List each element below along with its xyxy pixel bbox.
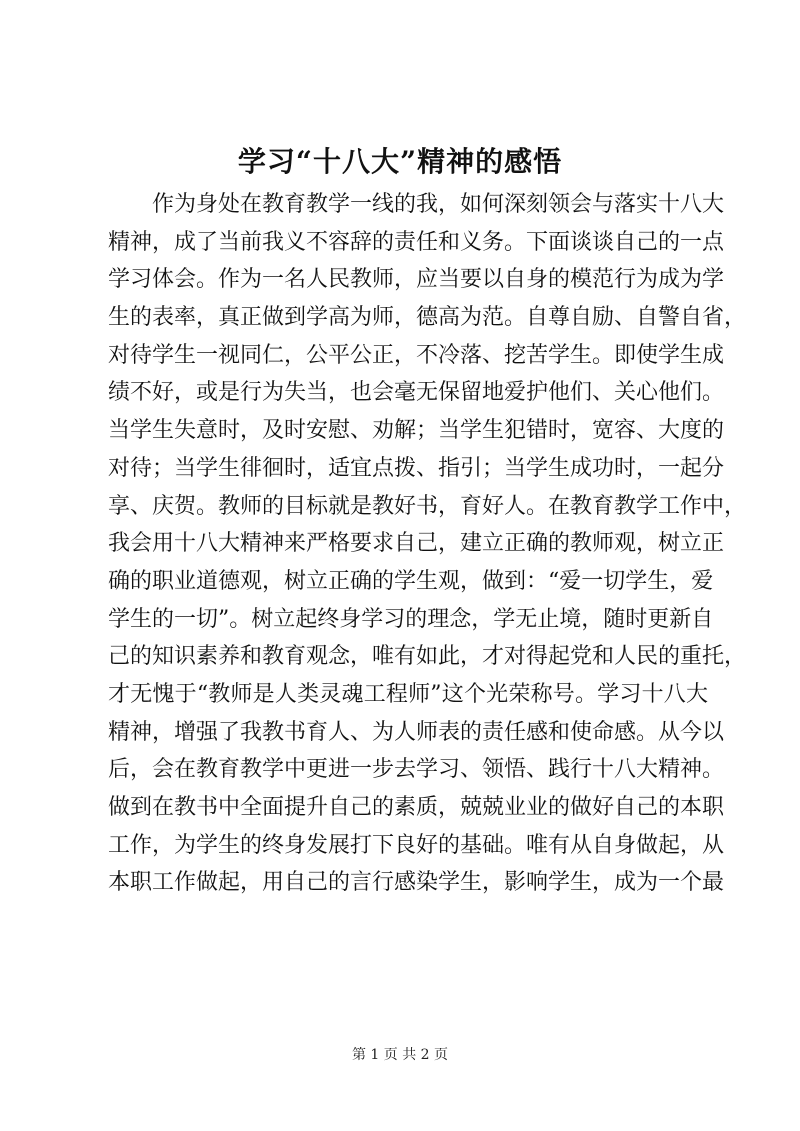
page-number-footer: 第 1 页 共 2 页: [351, 1047, 449, 1063]
body-line: 对待；当学生徘徊时，适宜点拨、指引；当学生成功时，一起分: [108, 455, 725, 481]
body-line: 学生的一切”。树立起终身学习的理念，学无止境，随时更新自: [108, 606, 714, 632]
body-line: 当学生失意时，及时安慰、劝解；当学生犯错时，宽容、大度的: [108, 418, 725, 444]
body-line: 工作，为学生的终身发展打下良好的基础。唯有从自身做起，从: [108, 832, 725, 858]
body-line: 精神，成了当前我义不容辞的责任和义务。下面谈谈自己的一点: [108, 229, 725, 255]
body-line: 做到在教书中全面提升自己的素质，兢兢业业的做好自己的本职: [108, 795, 725, 820]
body-line: 精神，增强了我教书育人、为人师表的责任感和使命感。从今以: [108, 719, 725, 745]
document-title: 学习“十八大”精神的感悟: [237, 145, 563, 178]
body-line: 对待学生一视同仁，公平公正，不冷落、挖苦学生。即使学生成: [108, 342, 725, 368]
body-line: 作为身处在教育教学一线的我，如何深刻领会与落实十八大: [152, 192, 725, 217]
body-line: 确的职业道德观，树立正确的学生观，做到：“爱一切学生，爱: [108, 568, 714, 594]
body-line: 才无愧于“教师是人类灵魂工程师”这个光荣称号。学习十八大: [108, 681, 708, 707]
body-line: 绩不好，或是行为失当，也会毫无保留地爱护他们、关心他们。: [108, 380, 725, 406]
body-line: 我会用十八大精神来严格要求自己，建立正确的教师观，树立正: [108, 531, 725, 557]
body-line: 生的表率，真正做到学高为师，德高为范。自尊自励、自警自省，: [108, 305, 747, 331]
body-line: 学习体会。作为一名人民教师，应当要以自身的模范行为成为学: [108, 267, 725, 293]
document-body: [108, 186, 747, 902]
body-line: 己的知识素养和教育观念，唯有如此，才对得起党和人民的重托，: [108, 644, 747, 670]
body-line: 后，会在教育教学中更进一步去学习、领悟、践行十八大精神。: [108, 757, 725, 783]
body-line: 本职工作做起，用自己的言行感染学生，影响学生，成为一个最: [108, 870, 725, 896]
body-line: 享、庆贺。教师的目标就是教好书，育好人。在教育教学工作中，: [108, 493, 747, 519]
